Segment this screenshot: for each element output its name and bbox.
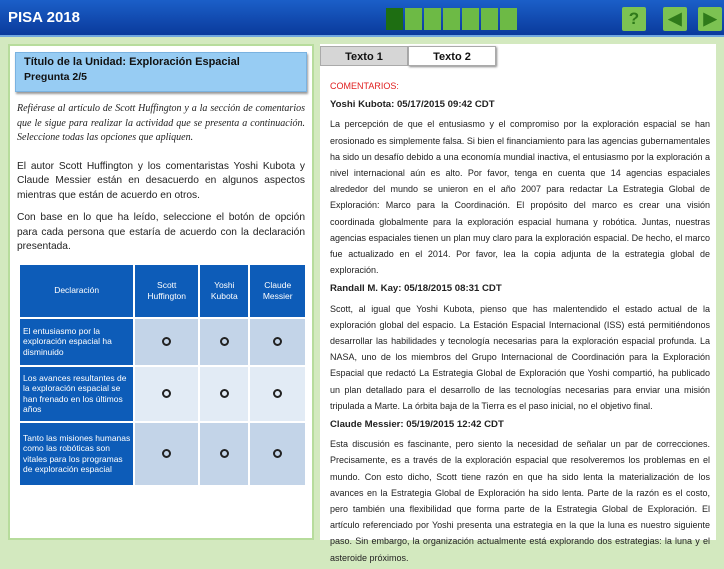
- progress-step: [443, 8, 460, 30]
- radio-scott-3[interactable]: [162, 449, 171, 458]
- text-tabs: [320, 46, 496, 66]
- radio-yoshi-1[interactable]: [220, 337, 229, 346]
- arrow-right-icon: ▶: [703, 9, 717, 28]
- progress-step: [405, 8, 422, 30]
- tab-texto-2[interactable]: Texto 2: [408, 46, 496, 66]
- radio-scott-1[interactable]: [162, 337, 171, 346]
- unit-title: Título de la Unidad: Exploración Espacial: [24, 56, 240, 68]
- app-title: PISA 2018: [8, 9, 80, 26]
- column-header: Claude Messier: [250, 265, 305, 317]
- progress-step: [462, 8, 479, 30]
- comment-text: Esta discusión es fascinante, pero siento la necesidad de señalar un par de correcciones. Precisamente, es a través de la exploración espacial que resolveremos los problemas en el mundo. Con esto dicho, Scott tiene razón en que ha sido lenta la materialización de los avances en la Estrategia Global de Exploración ha sido lenta. Parte de la razón es el costo, pero también una flexibilidad que forma parte de la Estrategia Global de Exploración. El artículo referenciado por Yoshi presenta una estrategia en la que la luna es nuestro siguiente paso. Sin embargo, la organización actualmente está explorando dos estrategias: la luna y el asteroide próximos.: [330, 439, 710, 563]
- radio-yoshi-2[interactable]: [220, 389, 229, 398]
- statement: Tanto las misiones humanas como las robóticas son vitales para los programas de exploración espacial: [20, 423, 133, 485]
- radio-scott-2[interactable]: [162, 389, 171, 398]
- help-button[interactable]: [622, 7, 646, 31]
- progress-step: [481, 8, 498, 30]
- comment-text: Scott, al igual que Yoshi Kubota, pienso que has malentendido el estado actual de la exploración global del espacio. La Estación Espacial Internacional (ISS) está permitiéndonos desarrollar las habilidades y tecnología necesarias para la exploración espacial profunda. La NASA, uno de los miembros del Grupo Internacional de Coordinación para la Exploración Espacial que redactó La Estrategia Global de Exploración que Yoshi compartió, ha publicado un plan detallado para el desarrollo de las tecnologías necesarias para enviar una misión tripulada a Marte. La órbita baja de la Tierra es el paso inicial, no el objetivo final.: [330, 303, 710, 411]
- radio-claude-2[interactable]: [273, 389, 282, 398]
- answer-table: [18, 263, 307, 487]
- radio-claude-3[interactable]: [273, 449, 282, 458]
- tab-texto-1[interactable]: Texto 1: [320, 46, 408, 66]
- question-prompt: Con base en lo que ha leído, seleccione el botón de opción para cada persona que estaría de acuerdo con la declaración presentada.: [17, 212, 305, 252]
- progress-step: [386, 8, 403, 30]
- unit-title-box: [15, 52, 307, 92]
- app-header: [0, 0, 724, 37]
- question-panel: [8, 44, 314, 540]
- reading-panel: [320, 44, 716, 563]
- comment-author: Randall M. Kay: 05/18/2015 08:31 CDT: [330, 283, 502, 295]
- radio-yoshi-3[interactable]: [220, 449, 229, 458]
- comment-author: Yoshi Kubota: 05/17/2015 09:42 CDT: [330, 99, 495, 111]
- arrow-left-icon: ◀: [668, 9, 682, 28]
- comment-author: Claude Messier: 05/19/2015 12:42 CDT: [330, 419, 504, 431]
- help-icon: ?: [628, 9, 640, 28]
- radio-claude-1[interactable]: [273, 337, 282, 346]
- statement: Los avances resultantes de la exploración espacial se han frenado en los últimos años: [20, 367, 133, 421]
- column-header: Yoshi Kubota: [200, 265, 248, 317]
- progress-step: [500, 8, 517, 30]
- table-row: [20, 367, 305, 421]
- comments-section: [330, 78, 710, 569]
- column-header: Declaración: [20, 265, 133, 317]
- question-number: Pregunta 2/5: [24, 71, 88, 83]
- table-row: [20, 319, 305, 365]
- question-context: El autor Scott Huffington y los comentaristas Yoshi Kubota y Claude Messier están en desacuerdo en algunos aspectos mientras que están de acuerdo en otros.: [17, 160, 305, 201]
- comments-label: COMENTARIOS:: [330, 81, 399, 91]
- column-header: Scott Huffington: [135, 265, 198, 317]
- statement: El entusiasmo por la exploración espacial ha disminuido: [20, 319, 133, 365]
- instructions: Refiérase al artículo de Scott Huffington y a la sección de comentarios que le sigue para realizar la actividad que se presenta a continuación. Seleccione todas las opciones que apliquen.: [17, 103, 305, 143]
- next-button[interactable]: [698, 7, 722, 31]
- progress-bar: [386, 8, 517, 30]
- back-button[interactable]: [663, 7, 687, 31]
- comment-text: La percepción de que el entusiasmo y el compromiso por la exploración espacial se han erosionado es simplemente falsa. Si bien el financiamiento para las agencias gubernamentales ha sido un desafío debido a una economía mundial inactiva, el entusiasmo por la exploración a nivel internacional aún es alto. Por favor, tenga en cuenta que 14 agencias espaciales alrededor del mundo se unieron en el año 2007 para redactar La Estrategia Global de Exploración: Marco para la Coordinación. El propósito del marco es crear una visión coordinada globalmente para la exploración espacial humana y robótica. Juntas, nuestras agencias espaciales tienen un plan muy claro para la exploración espacial. De hecho, el marco fue actualizado en el 2014. Por favor, lea la copia adjunta de la estrategia global de exploración.: [330, 119, 710, 276]
- progress-step: [424, 8, 441, 30]
- table-row: [20, 423, 305, 485]
